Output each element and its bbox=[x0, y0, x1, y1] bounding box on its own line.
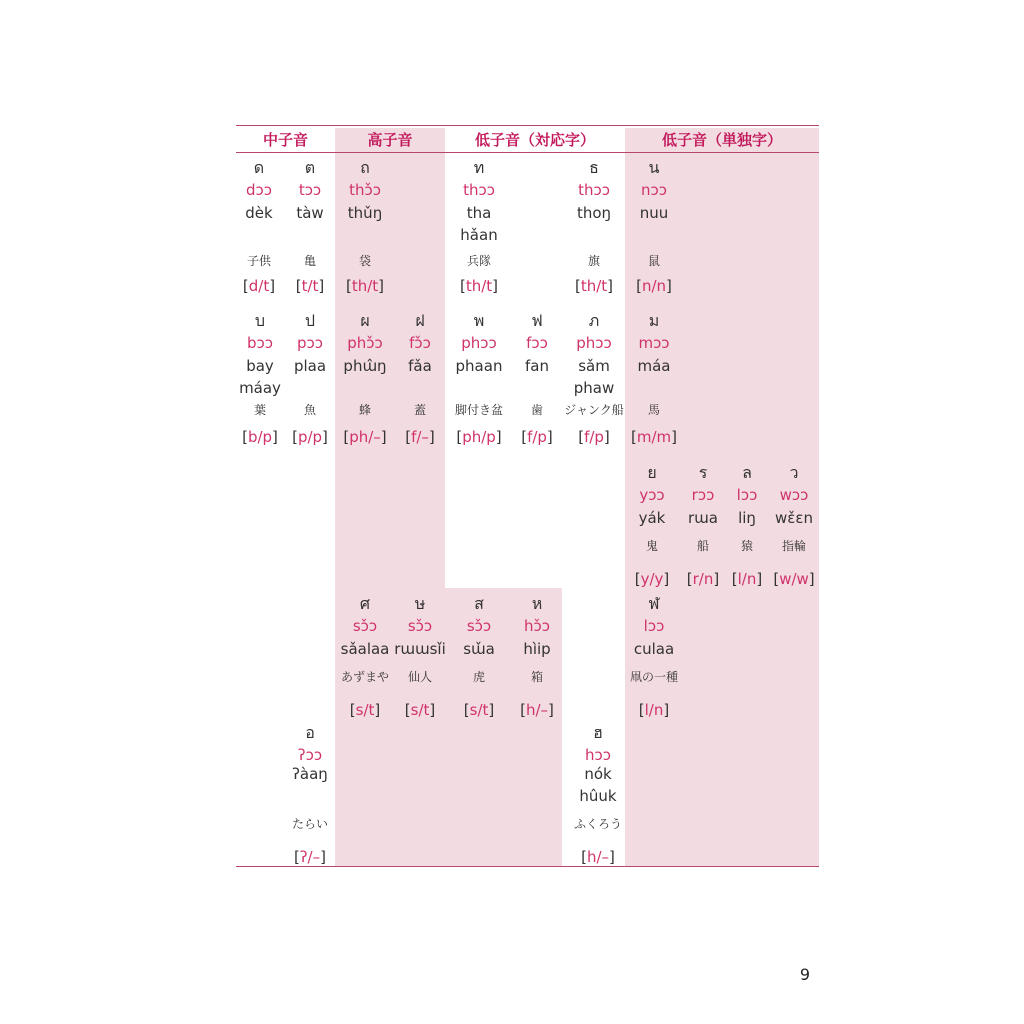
ipa-part: r/n bbox=[692, 570, 714, 588]
thai-letter: ษ bbox=[414, 594, 426, 613]
thai-letter: ต bbox=[304, 158, 316, 177]
ipa-part: m/m bbox=[636, 428, 672, 446]
meaning-jp: ジャンク船 bbox=[564, 403, 624, 417]
ipa-value bbox=[731, 569, 854, 589]
letter-name: tɔɔ bbox=[298, 181, 322, 199]
letter-name: thɔɔ bbox=[578, 181, 610, 199]
letter-name: sɔ̌ɔ bbox=[466, 617, 492, 635]
top-rule bbox=[236, 125, 819, 126]
example-word-line: wɛ̌ɛn bbox=[775, 509, 813, 527]
thai-letter: ล bbox=[742, 463, 752, 482]
example-word bbox=[734, 507, 854, 529]
thai-letter: พ bbox=[473, 311, 485, 330]
ipa-part: ] bbox=[429, 701, 436, 719]
ipa-value bbox=[250, 847, 370, 867]
ipa-part: [ bbox=[292, 428, 298, 446]
ipa-part: ] bbox=[713, 570, 720, 588]
ipa-part: ] bbox=[495, 428, 502, 446]
ipa-part: [ bbox=[520, 701, 526, 719]
meaning-jp: 蓋 bbox=[413, 403, 426, 417]
meaning-jp: 袋 bbox=[358, 254, 371, 268]
thai-letter: ฬ bbox=[648, 594, 660, 613]
letter-name: hɔɔ bbox=[585, 746, 611, 764]
letter-name: dɔɔ bbox=[245, 181, 272, 199]
example-word bbox=[594, 355, 714, 377]
ipa-part: ] bbox=[272, 428, 278, 446]
example-word-line: sɯ̌a bbox=[463, 640, 495, 658]
ipa-part: ] bbox=[808, 570, 815, 588]
meaning-jp: 兵隊 bbox=[466, 254, 491, 268]
example-word-line: phaan bbox=[455, 357, 503, 375]
example-word-line: nuu bbox=[639, 204, 669, 222]
ipa-part: ] bbox=[756, 570, 763, 588]
ipa-part: [ bbox=[242, 428, 248, 446]
ipa-part: f/– bbox=[411, 428, 429, 446]
example-word-line: sǎalaa bbox=[340, 640, 390, 658]
example-word-line: plaa bbox=[293, 357, 327, 375]
ipa-part: [ bbox=[634, 570, 641, 588]
ipa-part: f/p bbox=[527, 428, 547, 446]
thai-letter: ศ bbox=[359, 594, 371, 613]
ipa-part: ] bbox=[269, 277, 276, 295]
letter-name: phɔɔ bbox=[576, 334, 612, 352]
thai-letter: บ bbox=[254, 311, 266, 330]
ipa-part: [ bbox=[242, 277, 249, 295]
ipa-value bbox=[538, 847, 658, 867]
ipa-part: ] bbox=[607, 277, 614, 295]
ipa-part: [ bbox=[405, 428, 412, 446]
ipa-part: [ bbox=[343, 428, 350, 446]
meaning-jp: 虎 bbox=[472, 670, 485, 684]
ipa-part: l/n bbox=[644, 701, 664, 719]
example-word-line: rɯa bbox=[688, 509, 718, 527]
ipa-value bbox=[419, 276, 539, 296]
thai-letter: ฝ bbox=[415, 311, 425, 330]
ipa-part: ʔ/– bbox=[299, 848, 321, 866]
letter-name: thɔ̌ɔ bbox=[349, 181, 381, 199]
ipa-part: [ bbox=[731, 570, 738, 588]
ipa-part: ] bbox=[609, 848, 615, 866]
thai-letter: ฮ bbox=[593, 723, 603, 742]
example-word-line: máa bbox=[637, 357, 671, 375]
letter-name: pɔɔ bbox=[296, 334, 323, 352]
thai-letter: อ bbox=[305, 723, 315, 742]
example-word-line: tàw bbox=[296, 204, 324, 222]
ipa-part: ] bbox=[322, 428, 328, 446]
meaning-jp: ふくろう bbox=[573, 817, 622, 831]
meaning-jp: 指輪 bbox=[781, 539, 806, 553]
meaning-jp: 馬 bbox=[647, 403, 660, 417]
example-word bbox=[538, 763, 658, 807]
letter-name: sɔ̌ɔ bbox=[352, 617, 378, 635]
ipa-part: [ bbox=[581, 848, 587, 866]
letter-name: nɔɔ bbox=[641, 181, 667, 199]
thai-letter: ย bbox=[647, 463, 657, 482]
ipa-part: ph/– bbox=[349, 428, 381, 446]
ipa-part: [ bbox=[463, 701, 470, 719]
letter-name: sɔ̌ɔ bbox=[407, 617, 433, 635]
ipa-part: th/t bbox=[465, 277, 493, 295]
thai-letter: ธ bbox=[589, 158, 599, 177]
ipa-part: d/t bbox=[248, 277, 270, 295]
meaning-jp: 鼠 bbox=[647, 254, 660, 268]
meaning-jp: 魚 bbox=[303, 403, 316, 417]
ipa-part: h/– bbox=[586, 848, 610, 866]
letter-name: yɔɔ bbox=[639, 486, 665, 504]
ipa-part: ] bbox=[428, 428, 435, 446]
thai-letter: ว bbox=[789, 463, 799, 482]
header-rule bbox=[236, 152, 819, 153]
header-low-single: 低子音（単独字） bbox=[661, 131, 782, 149]
ipa-part: ] bbox=[488, 701, 495, 719]
thai-letter: ภ bbox=[588, 311, 600, 330]
meaning-jp: 脚付き盆 bbox=[454, 403, 503, 417]
ipa-part: [ bbox=[773, 570, 780, 588]
ipa-part: th/t bbox=[580, 277, 608, 295]
thai-letter: ส bbox=[474, 594, 484, 613]
ipa-value bbox=[594, 276, 714, 296]
example-word-line: culaa bbox=[633, 640, 675, 658]
ipa-part: ] bbox=[666, 277, 672, 295]
ipa-part: [ bbox=[631, 428, 637, 446]
ipa-part: ] bbox=[378, 277, 385, 295]
example-word-line: rɯɯsǐi bbox=[394, 640, 446, 658]
meaning-jp: 船 bbox=[696, 539, 709, 553]
letter-name: ʔɔɔ bbox=[297, 746, 323, 764]
ipa-part: ] bbox=[318, 277, 325, 295]
example-word-line: hûuk bbox=[579, 787, 617, 805]
ipa-part: [ bbox=[521, 428, 528, 446]
thai-letter: ป bbox=[304, 311, 316, 330]
ipa-part: ] bbox=[671, 428, 677, 446]
ipa-part: [ bbox=[294, 848, 300, 866]
thai-letter: ท bbox=[473, 158, 485, 177]
meaning-jp: 旗 bbox=[587, 254, 600, 268]
thai-letter: น bbox=[648, 158, 660, 177]
ipa-part: ] bbox=[548, 701, 554, 719]
meaning-jp: 鬼 bbox=[645, 539, 658, 553]
ipa-part: [ bbox=[578, 428, 585, 446]
example-word bbox=[305, 202, 425, 224]
meaning-jp: 葉 bbox=[253, 403, 266, 417]
ipa-part: b/p bbox=[247, 428, 273, 446]
example-word-line: yák bbox=[638, 509, 666, 527]
example-word-line: dèk bbox=[245, 204, 273, 222]
ipa-part: ph/p bbox=[462, 428, 496, 446]
header-mid-class: 中子音 bbox=[262, 131, 308, 149]
letter-name: hɔ̌ɔ bbox=[524, 617, 550, 635]
ipa-part: ] bbox=[380, 428, 387, 446]
ipa-part: p/p bbox=[297, 428, 323, 446]
example-word-line: thǔŋ bbox=[347, 204, 383, 222]
thai-letter: ร bbox=[698, 463, 708, 482]
letter-name: fɔɔ bbox=[526, 334, 548, 352]
example-word bbox=[594, 638, 714, 660]
ipa-part: th/t bbox=[351, 277, 379, 295]
thai-letter: ฟ bbox=[531, 311, 543, 330]
ipa-part: ] bbox=[603, 428, 610, 446]
letter-name: rɔɔ bbox=[691, 486, 715, 504]
thai-letter: ห bbox=[531, 594, 543, 613]
meaning-jp: 箱 bbox=[530, 670, 543, 684]
meaning-jp: 子供 bbox=[246, 254, 271, 268]
ipa-part: [ bbox=[686, 570, 693, 588]
ipa-part: ] bbox=[320, 848, 326, 866]
meaning-jp: たらい bbox=[291, 817, 328, 831]
letter-name: lɔɔ bbox=[736, 486, 758, 504]
example-word-line: phɯ̂ŋ bbox=[343, 357, 387, 375]
ipa-part: s/t bbox=[469, 701, 489, 719]
example-word-line: sǎm bbox=[578, 357, 610, 375]
ipa-part: ] bbox=[663, 570, 670, 588]
ipa-part: [ bbox=[459, 277, 466, 295]
example-word bbox=[250, 763, 370, 785]
example-word-line: phaw bbox=[573, 379, 615, 397]
ipa-value bbox=[594, 700, 714, 720]
example-word-line: fǎa bbox=[408, 357, 432, 375]
example-word-line: thoŋ bbox=[576, 204, 612, 222]
ipa-value bbox=[305, 276, 425, 296]
header-high-class: 高子音 bbox=[367, 131, 413, 149]
letter-name: fɔ̌ɔ bbox=[409, 334, 431, 352]
ipa-part: [ bbox=[345, 277, 352, 295]
ipa-part: w/w bbox=[779, 570, 809, 588]
ipa-part: [ bbox=[638, 701, 645, 719]
ipa-part: [ bbox=[349, 701, 356, 719]
thai-letter: ด bbox=[253, 158, 265, 177]
ipa-part: ] bbox=[663, 701, 670, 719]
example-word-line: liŋ bbox=[738, 509, 756, 527]
example-word-line: ʔàaŋ bbox=[292, 765, 328, 783]
meaning-jp: 蜂 bbox=[358, 403, 371, 417]
example-word-line: nók bbox=[584, 765, 612, 783]
ipa-part: s/t bbox=[410, 701, 430, 719]
header-low-paired: 低子音（対応字） bbox=[474, 131, 595, 149]
page-number: 9 bbox=[799, 965, 810, 984]
example-word-line: hǎan bbox=[460, 226, 498, 244]
meaning-jp: 凧の一種 bbox=[629, 670, 678, 684]
ipa-part: l/n bbox=[737, 570, 757, 588]
ipa-value bbox=[477, 700, 597, 720]
ipa-part: n/n bbox=[641, 277, 667, 295]
ipa-part: [ bbox=[636, 277, 642, 295]
example-word-line: fan bbox=[525, 357, 549, 375]
meaning-jp: 猿 bbox=[740, 539, 753, 553]
ipa-part: ] bbox=[492, 277, 499, 295]
ipa-part: t/t bbox=[301, 277, 319, 295]
ipa-part: [ bbox=[574, 277, 581, 295]
example-word bbox=[477, 638, 597, 660]
example-word-line: bay bbox=[246, 357, 274, 375]
ipa-part: h/– bbox=[525, 701, 549, 719]
letter-name: phɔ̌ɔ bbox=[347, 334, 383, 352]
meaning-jp: 亀 bbox=[303, 254, 316, 268]
example-word bbox=[419, 202, 539, 246]
thai-letter: ผ bbox=[360, 311, 370, 330]
meaning-jp: 仙人 bbox=[407, 670, 432, 684]
ipa-part: y/y bbox=[640, 570, 664, 588]
example-word bbox=[594, 202, 714, 224]
ipa-part: f/p bbox=[584, 428, 604, 446]
example-word-line: hìip bbox=[523, 640, 551, 658]
letter-name: mɔɔ bbox=[638, 334, 670, 352]
letter-name: lɔɔ bbox=[643, 617, 665, 635]
thai-letter: ถ bbox=[360, 158, 370, 177]
thai-letter: ม bbox=[648, 311, 660, 330]
letter-name: thɔɔ bbox=[463, 181, 495, 199]
example-word-line: máay bbox=[239, 379, 281, 397]
ipa-part: [ bbox=[404, 701, 411, 719]
example-word-line: tha bbox=[466, 204, 492, 222]
ipa-part: [ bbox=[456, 428, 463, 446]
ipa-part: s/t bbox=[355, 701, 375, 719]
letter-name: wɔɔ bbox=[779, 486, 809, 504]
ipa-value bbox=[594, 427, 714, 447]
ipa-part: ] bbox=[374, 701, 381, 719]
ipa-part: ] bbox=[546, 428, 553, 446]
letter-name: phɔɔ bbox=[461, 334, 497, 352]
meaning-jp: あずまや bbox=[340, 670, 389, 684]
ipa-part: [ bbox=[295, 277, 302, 295]
letter-name: bɔɔ bbox=[246, 334, 273, 352]
meaning-jp: 歯 bbox=[530, 403, 543, 417]
